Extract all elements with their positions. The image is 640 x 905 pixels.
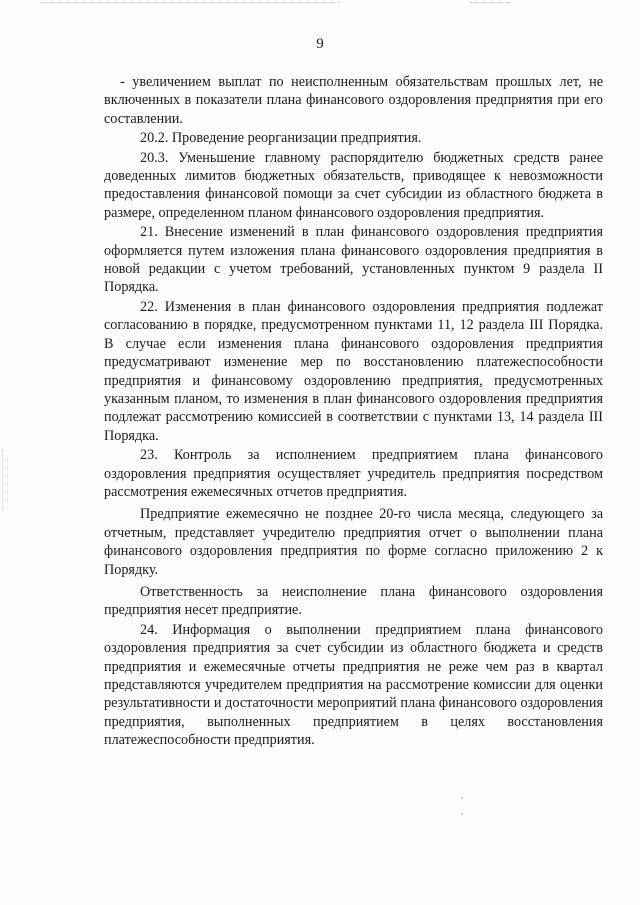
- paragraph-20-3: 20.3. Уменьшение главному распорядителю бюджетных средств ранее доведенных лимитов бюджетных обязательств, приводящее к невозможности предоставления финансовой помощи за счет субсидии из областного бюджета в размере, определенном планом финансового оздоровления предприятия.: [104, 149, 603, 221]
- paragraph-24: 24. Информация о выполнении предприятием плана финансового оздоровления предприятия за счет субсидии из областного бюджета и средств предприятия и ежемесячные отчеты предприятия не реже чем раз в квартал представляются учредителем предприятия на рассмотрение комиссии для оценки результативности и достаточности мероприятий плана финансового оздоровления предприятия, выполненных предприятием в целях восстановления платежеспособности предприятия.: [104, 621, 603, 749]
- scan-speck: [461, 797, 463, 799]
- page-number: 9: [316, 36, 324, 52]
- scan-speck: [461, 813, 463, 815]
- paragraph-22: 22. Изменения в план финансового оздоровления предприятия подлежат согласованию в порядке, предусмотренном пунктами 11, 12 раздела III Порядка. В случае если изменения плана финансового оздоровления предприятия предусматривают изменение мер по восстановлению платежеспособности предприятия и финансовому оздоровлению предприятия, предусмотренных указанным планом, то изменения в план финансового оздоровления предприятия подлежат рассмотрению комиссией в соответствии с пунктами 13, 14 раздела III Порядка.: [104, 298, 603, 444]
- paragraph-21: 21. Внесение изменений в план финансового оздоровления предприятия оформляется путем изложения плана финансового оздоровления предприятия в новой редакции с учетом требований, установленных пунктом 9 раздела II Порядка.: [104, 224, 603, 296]
- paragraph-20-2: 20.2. Проведение реорганизации предприятия.: [140, 130, 422, 147]
- document-body: [104, 73, 603, 750]
- paragraph-23: 23. Контроль за исполнением предприятием плана финансового оздоровления предприятия осуществляет учредитель предприятия посредством рассмотрения ежемесячных отчетов предприятия.: [104, 447, 603, 500]
- scan-artifact-top-right: [470, 2, 510, 4]
- paragraph-23-responsibility: Ответственность за неисполнение плана финансового оздоровления предприятия несет предприятие.: [104, 583, 603, 619]
- paragraph-20-1-continuation: - увеличением выплат по неисполненным обязательствам прошлых лет, не включенных в показатели плана финансового оздоровления предприятия при его составлении.: [104, 74, 603, 127]
- scan-artifact-left: [2, 450, 5, 510]
- paragraph-23-report: Предприятие ежемесячно не позднее 20-го числа месяца, следующего за отчетным, представляет учредителю предприятия отчет о выполнении плана финансового оздоровления предприятия по форме согласно приложению 2 к Порядку.: [104, 506, 603, 578]
- scan-artifact-top: [40, 2, 340, 4]
